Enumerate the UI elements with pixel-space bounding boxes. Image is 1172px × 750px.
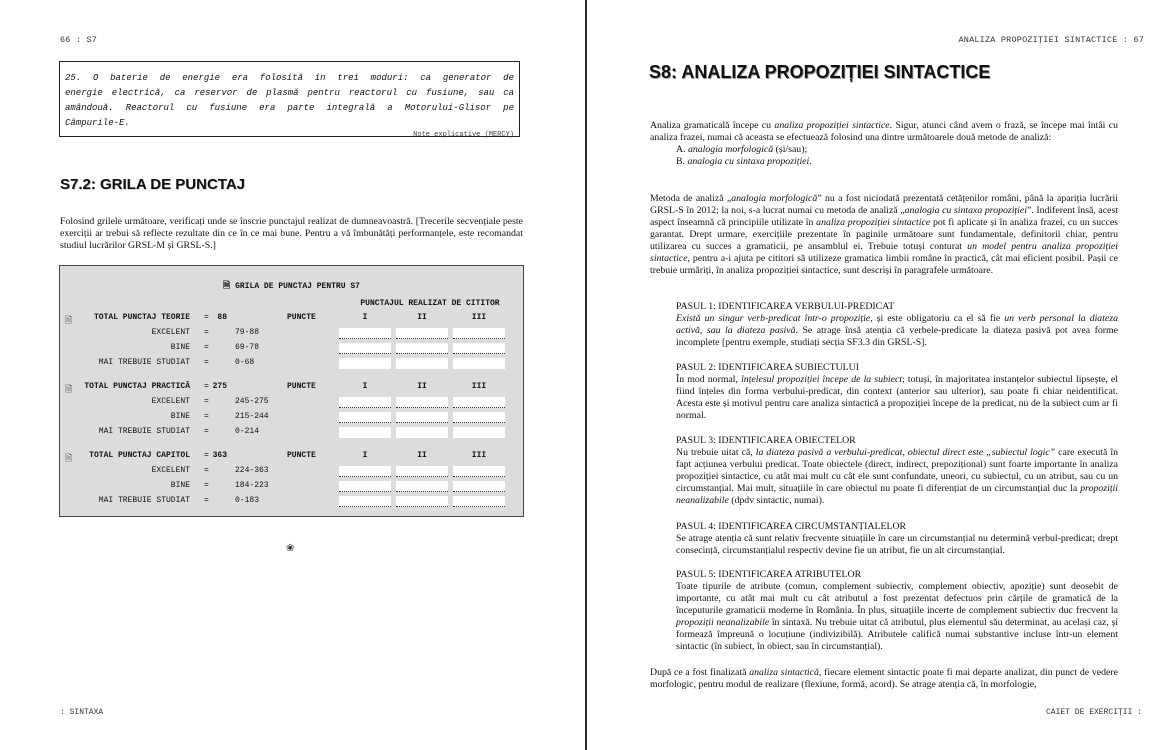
ornament-icon: ❀ <box>286 543 295 554</box>
score-entry-cell-3[interactable] <box>453 427 505 438</box>
level-range: 0-183 <box>235 496 260 505</box>
grid-level-row <box>60 358 523 372</box>
total-label: TOTAL PUNCTAJ PRACTICĂ <box>84 382 190 391</box>
total-value: 363 <box>212 451 227 460</box>
method-item-a: A. analogia morfologică (și/sau); <box>676 144 808 155</box>
chapter-title: S8: ANALIZA PROPOZIȚIEI SINTACTICE <box>649 62 991 82</box>
equals-sign: = <box>204 313 209 322</box>
level-label: BINE <box>170 412 190 421</box>
score-entry-cell-1[interactable] <box>339 397 391 408</box>
right-running-head: ANALIZA PROPOZIȚIEI SINTACTICE : 67 <box>958 35 1144 45</box>
score-entry-cell-3[interactable] <box>453 481 505 492</box>
score-entry-cell-2[interactable] <box>396 412 448 423</box>
score-entry-cell-3[interactable] <box>453 412 505 423</box>
step-2-title: PASUL 2: IDENTIFICAREA SUBIECTULUI <box>676 362 859 373</box>
equals-sign: = <box>204 412 209 421</box>
score-entry-cell-3[interactable] <box>453 358 505 369</box>
column-header-3: III <box>471 382 487 391</box>
equals-sign: = <box>204 481 209 490</box>
grid-level-row <box>60 412 523 426</box>
document-icon: 🗎 <box>223 281 231 291</box>
level-label: MAI TREBUIE STUDIAT <box>98 358 190 367</box>
score-entry-cell-1[interactable] <box>339 412 391 423</box>
level-label: BINE <box>170 343 190 352</box>
level-label: BINE <box>170 481 190 490</box>
step-4: PASUL 4: IDENTIFICAREA CIRCUMSTANȚIALELOR Se atrage atenția că sunt relativ frecvente situațiile în care un circumstanțial nu determină verbul-predicat; drept consecință, circumstanțialul respectiv devine fie un atribut, fie un alt circumstanțial. <box>676 521 1118 556</box>
paragraph-conclusion: După ce a fost finalizată analiza sintactică, fiecare element sintactic poate fi mai departe analizat, din punct de vedere morfologic, pentru modul de realizare (flexiune, formă, acord). Se atrage atenția că, în morfologie, <box>650 667 1118 690</box>
score-entry-cell-1[interactable] <box>339 496 391 507</box>
score-entry-cell-3[interactable] <box>453 328 505 339</box>
score-entry-cell-2[interactable] <box>396 343 448 354</box>
column-header-2: II <box>417 313 427 322</box>
grid-level-row <box>60 328 523 342</box>
total-label: TOTAL PUNCTAJ TEORIE <box>93 313 190 322</box>
level-range: 0-68 <box>235 358 255 367</box>
step-3: PASUL 3: IDENTIFICAREA OBIECTELOR Nu trebuie uitat că, la diateza pasivă a verbului-predicat, obiectul direct este „subiectul logic” care execută în fapt acțiunea verbului predicat. Toate obiectele (direct, indirect, prepozițional) sunt foarte importante în analiza propoziției sintactice, cu atât mai mult cu cât ele sunt confundate, uneori, cu subiectul, cu un atribut, sau cu un circumstanțial. Mai mult, situațiile în care obiectul nu poate fi diferențiat de un circumstanțial duc la propoziții neanalizabile (dpdv sintactic, numai). <box>676 435 1119 506</box>
equals-sign: = <box>204 496 209 505</box>
intro-paragraph: Folosind grilele următoare, verificați unde se înscrie punctajul realizat de dumneavoastră. [Trecerile secvențiale peste exerciții ar trebui să reflecte rezultate din ce în ce mai bune. Pentru a vă îmbunătăți performanțele, este recomandat studiul lucrărilor GRSL-M și GRSL-S.] <box>60 216 523 251</box>
score-entry-cell-2[interactable] <box>396 466 448 477</box>
step-5: PASUL 5: IDENTIFICAREA ATRIBUTELOR Toate tipurile de atribute (comun, complement subiectiv, complement obiectiv, apoziție) sunt deosebit de importante, cu atât mai mult cu cât atributul a fost prezentat defectuos prin cărțile de gramatică de la începuturile gramaticii moderne în România. În plus, situațiile incerte de complement subiectiv duc frecvent la propoziții neanalizabile în sintaxă. Nu trebuie uitat că atributul, plus elementul său determinat, au același caz, și formează împreună o locuțiune (indivizibilă). Atributele califică numai substantive incluse într-un element sintactic (în subiect, în obiect, sau în circumstanțial). <box>676 569 1118 652</box>
score-entry-cell-1[interactable] <box>339 358 391 369</box>
left-running-foot: : SINTAXA <box>60 708 104 717</box>
score-entry-cell-3[interactable] <box>453 466 505 477</box>
level-label: MAI TREBUIE STUDIAT <box>98 496 190 505</box>
grid-total-row <box>60 451 523 465</box>
level-range: 224-363 <box>235 466 269 475</box>
column-header-3: III <box>471 313 487 322</box>
score-entry-cell-1[interactable] <box>339 481 391 492</box>
score-grid <box>59 265 524 517</box>
right-page <box>587 0 1172 750</box>
paragraph-intro: Analiza gramaticală începe cu analiza propoziției sintactice. Sigur, atunci când avem o frază, se începe mai întâi cu analiza frazei, numai că aceasta se efectuează folosind una dintre următoarele două metode de analiză: A. analogia morfologică (și/sau); B. analogia cu sintaxa propoziției. <box>650 120 1118 167</box>
equals-sign: = <box>204 358 209 367</box>
score-entry-cell-3[interactable] <box>453 343 505 354</box>
score-entry-cell-1[interactable] <box>339 328 391 339</box>
score-entry-cell-2[interactable] <box>396 496 448 507</box>
grid-total-row <box>60 382 523 396</box>
document-icon: 🗎 <box>65 454 73 464</box>
explanatory-note-box <box>59 61 520 137</box>
total-value: 88 <box>217 313 227 322</box>
score-entry-cell-1[interactable] <box>339 427 391 438</box>
column-header-3: III <box>471 451 487 460</box>
level-label: EXCELENT <box>151 466 190 475</box>
score-entry-cell-2[interactable] <box>396 328 448 339</box>
grid-level-row <box>60 481 523 495</box>
column-header-1: I <box>362 451 368 460</box>
level-range: 79-88 <box>235 328 260 337</box>
column-header-2: II <box>417 382 427 391</box>
step-5-title: PASUL 5: IDENTIFICAREA ATRIBUTELOR <box>676 569 862 580</box>
step-1: PASUL 1: IDENTIFICAREA VERBULUI-PREDICAT Există un singur verb-predicat într-o propoziție, și este obligatoriu ca el să fie un verb personal la diateza activă, sau la diateza pasivă. Se atrage însă atenția că verbele-predicate la diateza pasivă pot avea forme incomplete [pentru exemple, studiați secția SF3.3 din GRSL-S]. <box>676 301 1118 348</box>
score-entry-cell-2[interactable] <box>396 481 448 492</box>
score-grid-title-text: GRILA DE PUNCTAJ PENTRU S7 <box>235 282 360 291</box>
left-page <box>0 0 585 750</box>
method-list <box>650 144 1118 168</box>
level-label: MAI TREBUIE STUDIAT <box>98 427 190 436</box>
score-entry-cell-2[interactable] <box>396 427 448 438</box>
equals-sign: = <box>204 382 209 391</box>
paragraph-methods: Metoda de analiză „analogia morfologică” nu a fost niciodată prezentată cetățenilor români, până la apariția lucrării GRSL-S în 2012; la noi, s-a lucrat numai cu metoda de analiză „analogia cu sintaxa propoziției”. Indiferent însă, acest aspect înseamnă că principiile utilizate în analiza propoziției sintactice pot fi aplicate și în analiza frazei, cu un succes garantat. Drept urmare, exercițiile prezentate în paginile următoare sunt fundamentale, definitorii chiar, pentru utilizarea cu succes a gramaticii, pe ansamblul ei. Trebuie totuși conturat un model pentru analiza propoziției sintactice, pentru a-i ajuta pe cititori să utilizeze gramatica limbii române în practică, cât mai eficient posibil. Pașii ce trebuie urmăriți, în analiza propoziției sintactice, sunt descriși în paragrafele următoare. <box>650 193 1119 276</box>
score-entry-cell-3[interactable] <box>453 496 505 507</box>
reader-score-header: PUNCTAJUL REALIZAT DE CITITOR <box>360 299 500 308</box>
total-label: TOTAL PUNCTAJ CAPITOL <box>89 451 190 460</box>
note-source: Note explicative (MERCY) <box>413 131 514 139</box>
step-3-title: PASUL 3: IDENTIFICAREA OBIECTELOR <box>676 435 856 446</box>
level-range: 69-78 <box>235 343 260 352</box>
equals-sign: = <box>204 343 209 352</box>
score-entry-cell-1[interactable] <box>339 466 391 477</box>
right-running-foot: CAIET DE EXERCIȚII : <box>1045 708 1142 717</box>
step-2: PASUL 2: IDENTIFICAREA SUBIECTULUI În mod normal, înțelesul propoziției începe de la subiect; totuși, în majoritatea instanțelor subiectul lipsește, el fiind înțeles din forma verbului-predicat, din context (anterior sau ulterior), sau poate fi chiar neidentificat. Acesta este și motivul pentru care analiza sintactică a propoziției începe de la predicat, nu de la subiect cum ar fi normal. <box>676 362 1119 421</box>
equals-sign: = <box>204 328 209 337</box>
equals-sign: = <box>204 466 209 475</box>
method-item-b: B. analogia cu sintaxa propoziției. <box>676 156 812 167</box>
level-range: 215-244 <box>235 412 269 421</box>
level-range: 245-275 <box>235 397 269 406</box>
unit-label: PUNCTE <box>287 382 316 391</box>
level-range: 0-214 <box>235 427 260 436</box>
grid-level-row <box>60 397 523 411</box>
column-header-2: II <box>417 451 427 460</box>
step-1-title: PASUL 1: IDENTIFICAREA VERBULUI-PREDICAT <box>676 301 895 312</box>
score-entry-cell-2[interactable] <box>396 358 448 369</box>
grid-level-row <box>60 427 523 441</box>
column-header-1: I <box>362 382 368 391</box>
step-4-title: PASUL 4: IDENTIFICAREA CIRCUMSTANȚIALELOR <box>676 521 907 532</box>
grid-level-row <box>60 496 523 510</box>
equals-sign: = <box>204 427 209 436</box>
score-entry-cell-2[interactable] <box>396 397 448 408</box>
score-entry-cell-1[interactable] <box>339 343 391 354</box>
left-running-head: 66 : S7 <box>60 35 98 45</box>
score-entry-cell-3[interactable] <box>453 397 505 408</box>
unit-label: PUNCTE <box>287 313 316 322</box>
document-icon: 🗎 <box>65 385 73 395</box>
note-text: 25. O baterie de energie era folosită în trei moduri: ca generator de energie electrică, ca reservor de plasmă pentru reactorul cu fusiune, sau ca amândouă. Reactorul cu fusiune era parte integrală a Motorului-Glisor pe Câmpurile-E. <box>65 73 514 128</box>
level-label: EXCELENT <box>151 328 190 337</box>
level-range: 184-223 <box>235 481 269 490</box>
section-title: S7.2: GRILA DE PUNCTAJ <box>60 176 246 193</box>
equals-sign: = <box>204 451 209 460</box>
grid-level-row <box>60 343 523 357</box>
equals-sign: = <box>204 397 209 406</box>
grid-level-row <box>60 466 523 480</box>
score-grid-title <box>60 278 523 294</box>
document-icon: 🗎 <box>65 316 73 326</box>
total-value: 275 <box>212 382 227 391</box>
level-label: EXCELENT <box>151 397 190 406</box>
unit-label: PUNCTE <box>287 451 316 460</box>
column-header-1: I <box>362 313 368 322</box>
grid-total-row <box>60 313 523 327</box>
